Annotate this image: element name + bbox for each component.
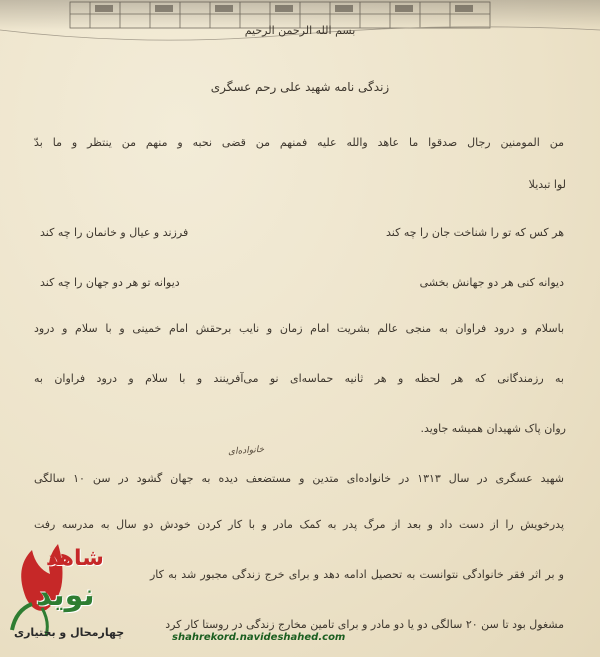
body-line-6: و بر اثر فقر خانوادگی نتوانست به تحصیل ادامه دهد و برای خرج زندگی مجبور شد به کار (150, 568, 564, 581)
logo-region-label: چهارمحال و بختیاری (14, 626, 125, 639)
letterhead-image (0, 0, 600, 44)
poem-row1-right: هر کس که تو را شناخت جان را چه کند (386, 226, 564, 239)
navideshahed-logo (6, 538, 156, 653)
body-line-1: باسلام و درود فراوان به منجی عالم بشریت امام زمان و نایب برحقش امام خمینی و با سلام و درود (34, 322, 564, 335)
poem-row1-left: فرزند و عیال و خانمان را چه کند (40, 226, 189, 239)
poem-row2-left: دیوانه تو هر دو جهان را چه کند (40, 276, 180, 289)
letterhead-building-graphic (0, 0, 600, 44)
document-title: زندگی نامه شهید علی رحم عسگری (210, 80, 390, 94)
body-line-5: پدرخویش را از دست داد و بعد از مرگ پدر به کمک مادر و با کار کردن خودش دو سال به مدرسه رفت (34, 518, 564, 531)
verse-line-2: لوا تبدیلا (528, 178, 566, 191)
handwritten-margin-note: خانواده‌ای (227, 444, 265, 458)
body-line-7: مشغول بود تا سن ۲۰ سالگی دو یا دو مادر و برای تامین مخارج زندگی در روستا کار کرد (165, 618, 564, 631)
logo-text-shahed: شاهد (46, 546, 104, 571)
body-line-4: شهید عسگری در سال ۱۳۱۳ در خانواده‌ای متدین و مستضعف دیده به جهان گشود در سن ۱۰ سالگی (34, 472, 564, 485)
body-line-3: روان پاک شهیدان همیشه جاوید. (420, 422, 566, 435)
watermark-site-url: shahrekord.navideshahed.com (172, 632, 346, 643)
verse-line-1: من المومنین رجال صدقوا ما عاهد والله علیه فمنهم من قضی نحبه و منهم من ینتظر و ما بدّ (34, 136, 564, 149)
body-line-2: به رزمندگانی که هر لحظه و هر ثانیه حماسه‌ای نو می‌آفرینند و با سلام و درود فراوان به (34, 372, 564, 385)
bismillah-heading: بسم الله الرحمن الرحیم (244, 24, 356, 37)
poem-row2-right: دیوانه کنی هر دو جهانش بخشی (419, 276, 564, 289)
logo-text-navid: نوید (36, 578, 95, 613)
